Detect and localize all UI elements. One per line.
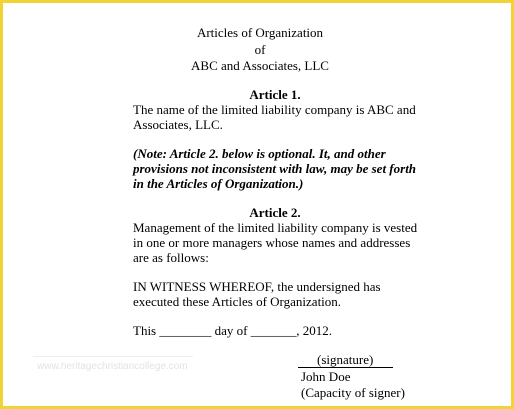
witness-line2: executed these Articles of Organization.: [133, 294, 342, 309]
watermark-rule: [33, 356, 193, 357]
signature-line: [298, 367, 393, 368]
doc-title-line3: ABC and Associates, LLC: [191, 58, 329, 73]
signature-placeholder: (signature): [317, 352, 374, 367]
note-line3: in the Articles of Organization.): [133, 176, 304, 191]
signer-capacity: (Capacity of signer): [301, 385, 405, 400]
doc-title-line1: Articles of Organization: [196, 25, 324, 40]
article2-heading: Article 2.: [249, 205, 301, 220]
article1-text-line2: Associates, LLC.: [133, 117, 223, 132]
signer-name: John Doe: [301, 369, 351, 384]
date-line: This ________ day of _______, 2012.: [133, 323, 332, 338]
doc-title-line2: of: [254, 42, 266, 57]
note-line2: provisions not inconsistent with law, may be set forth: [133, 161, 417, 176]
note-line1: (Note: Article 2. below is optional. It, and other: [133, 146, 386, 161]
article1-text-line1: The name of the limited liability company is ABC and: [133, 102, 416, 117]
witness-line1: IN WITNESS WHEREOF, the undersigned has: [133, 279, 381, 294]
article2-text-line2: in one or more managers whose names and addresses: [133, 235, 411, 250]
article2-text-line3: are as follows:: [133, 250, 209, 265]
article1-heading: Article 1.: [249, 87, 301, 102]
watermark-text: www.heritagechristiancollege.com: [37, 361, 188, 372]
article2-text-line1: Management of the limited liability company is vested: [133, 220, 418, 235]
